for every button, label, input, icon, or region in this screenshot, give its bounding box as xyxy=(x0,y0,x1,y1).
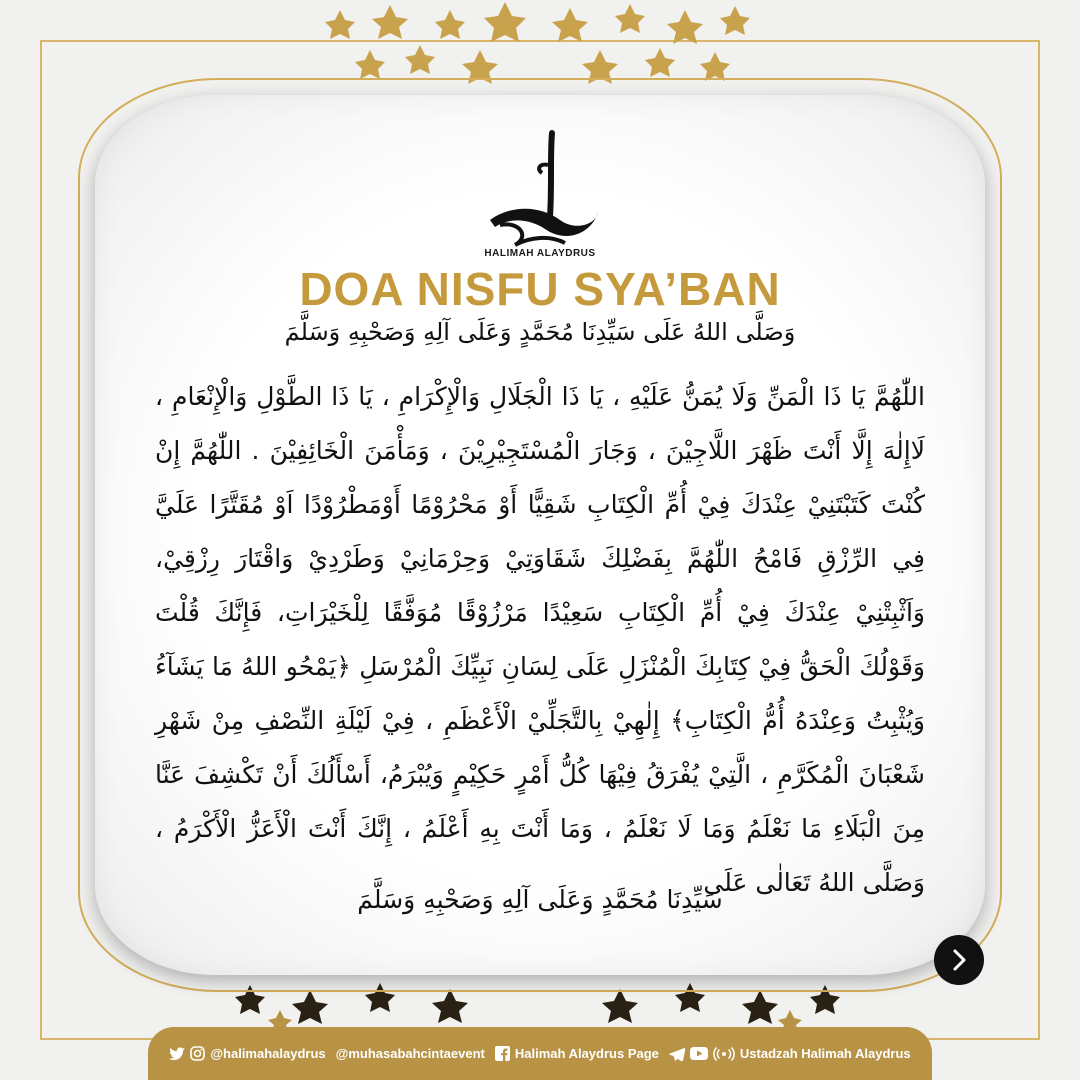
top-star-ornament xyxy=(320,0,760,90)
youtube-icon xyxy=(690,1047,708,1060)
social-footer xyxy=(148,1027,932,1080)
calligraphy-logo xyxy=(470,125,610,265)
event-handle: @muhasabahcintaevent xyxy=(335,1046,485,1061)
salawat-line: وَصَلَّى اللهُ عَلَى سَيِّدِنَا مُحَمَّدٍ وَعَلَى آلِهِ وَصَحْبِهِ وَسَلَّمَ xyxy=(284,318,796,346)
instagram-handle: @halimahalaydrus xyxy=(210,1046,326,1061)
footer-facebook[interactable] xyxy=(495,1046,659,1061)
facebook-icon xyxy=(495,1046,510,1061)
page-title: DOA NISFU SYA’BAN xyxy=(299,263,781,315)
youtube-channel: Ustadzah Halimah Alaydrus xyxy=(739,1046,911,1061)
footer-event[interactable] xyxy=(336,1046,485,1061)
telegram-icon xyxy=(669,1047,685,1061)
podcast-icon xyxy=(713,1047,735,1061)
next-button[interactable] xyxy=(934,935,984,985)
doa-text: اللّٰهُمَّ يَا ذَا الْمَنِّ وَلَا يُمَنُّ عَلَيْهِ ، يَا ذَا الْجَلَالِ وَالْإِكْرَامِ ، يَا ذَا الطَّوْلِ وَالْإِنْعَامِ ، لَاإِلٰهَ إِلَّا أَنْتَ ظَهْرَ اللَّاجِيْنَ ، وَجَارَ الْمُسْتَجِيْرِيْنَ ، وَمَأْمَنَ الْخَائِفِيْنَ . اللّٰهُمَّ إِنْ كُنْتَ كَتَبْتَنِيْ عِنْدَكَ فِيْ أُمِّ الْكِتَابِ شَقِيًّا أَوْ مَحْرُوْمًا أَوْمَطْرُوْدًا اَوْ مُقَتَّرًا عَلَيَّ فِي الرِّزْقِ فَامْحُ اللّٰهُمَّ بِفَضْلِكَ شَقَاوَتِيْ وَحِرْمَانِيْ وَطَرْدِيْ وَاقْتَارَ رِزْقِيْ، وَاَثْبِتْنِيْ عِنْدَكَ فِيْ أُمِّ الْكِتَابِ سَعِيْدًا مَرْزُوْقًا مُوَفَّقًا لِلْخَيْرَاتِ، فَإِنَّكَ قُلْتَ وَقَوْلُكَ الْحَقُّ فِيْ كِتَابِكَ الْمُنْزَلِ عَلَى لِسَانِ نَبِيِّكَ الْمُرْسَلِ ﴿يَمْحُو اللهُ مَا يَشَآءُ وَيُثْبِتُ وَعِنْدَهُ أُمُّ الْكِتَابِ﴾ إِلٰهِيْ بِالتَّجَلِّيْ الْأَعْظَمِ ، فِيْ لَيْلَةِ النِّصْفِ مِنْ شَهْرِ شَعْبَانَ الْمُكَرَّمِ ، الَّتِيْ يُفْرَقُ فِيْهَا كُلُّ أَمْرٍ حَكِيْمٍ وَيُبْرَمُ، أَسْأَلُكَ أَنْ تَكْشِفَ عَنَّا مِنَ الْبَلَاءِ مَا نَعْلَمُ وَمَا لَا نَعْلَمُ ، وَمَا أَنْتَ بِهِ أَعْلَمُ ، إِنَّكَ أَنْتَ الْأَعَزُّ الْأَكْرَمُ ، وَصَلَّى اللهُ تَعَالٰى عَلَى xyxy=(155,382,925,897)
twitter-icon xyxy=(169,1047,185,1061)
doa-closing-line: سَيِّدِنَا مُحَمَّدٍ وَعَلَى آلِهِ وَصَحْبِهِ وَسَلَّمَ xyxy=(357,885,723,914)
next-arrow-icon xyxy=(947,948,971,972)
brand-name: HALIMAH ALAYDRUS xyxy=(484,248,596,259)
instagram-icon xyxy=(190,1046,205,1061)
footer-instagram-twitter[interactable] xyxy=(169,1046,325,1061)
bottom-star-ornament xyxy=(230,975,850,1035)
facebook-page: Halimah Alaydrus Page xyxy=(514,1046,659,1061)
footer-youtube[interactable] xyxy=(669,1046,911,1061)
